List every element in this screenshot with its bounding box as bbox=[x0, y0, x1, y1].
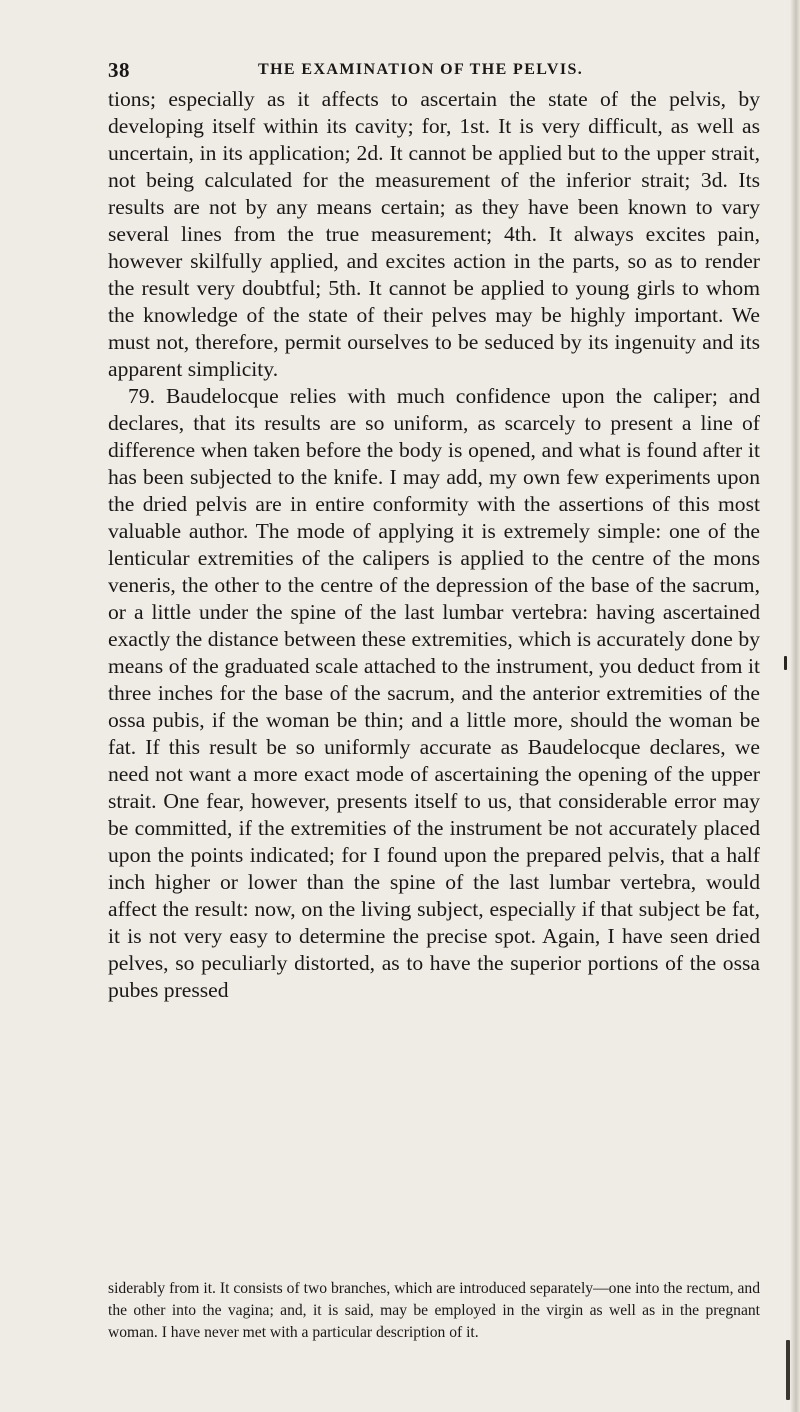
page-header bbox=[108, 58, 758, 82]
page-number: 38 bbox=[108, 58, 130, 82]
footnote-text: siderably from it. It consists of two branches, which are introduced separately—one into the rectum, and the other into the vagina; and, it is said, may be employed in the virgin as well as in the pregnant woman. I have never met with a particular description of it. bbox=[108, 1280, 760, 1341]
running-title: THE EXAMINATION OF THE PELVIS. bbox=[258, 61, 584, 78]
paragraph: tions; especially as it affects to ascertain the state of the pelvis, by developing itself within its cavity; for, 1st. It is very difficult, as well as uncertain, in its application; 2d. It cannot be applied but to the upper strait, not being calculated for the measurement of the inferior strait; 3d. Its results are not by any means certain; as they have been known to vary several lines from the true measurement; 4th. It always excites pain, however skilfully applied, and excites action in the parts, so as to render the result very doubtful; 5th. It cannot be applied to young girls to whom the knowledge of the state of their pelves may be highly important. We must not, therefore, permit ourselves to be seduced by its ingenuity and its apparent simplicity. bbox=[108, 87, 760, 381]
footnote bbox=[108, 1278, 760, 1344]
ink-mark bbox=[786, 1340, 790, 1400]
paragraph: 79. Baudelocque relies with much confidence upon the caliper; and declares, that its results are so uniform, as scarcely to present a line of difference when taken before the body is opened, and what is found after it has been subjected to the knife. I may add, my own few experiments upon the dried pelvis are in entire conformity with the assertions of this most valuable author. The mode of applying it is extremely simple: one of the lenticular extremities of the calipers is applied to the centre of the mons veneris, the other to the centre of the depression of the base of the sacrum, or a little under the spine of the last lumbar vertebra: having ascertained exactly the distance between these extremities, which is accurately done by means of the graduated scale attached to the instrument, you deduct from it three inches for the base of the sacrum, and the anterior extremities of the ossa pubis, if the woman be thin; and a little more, should the woman be fat. If this result be so uniformly accurate as Baudelocque declares, we need not want a more exact mode of ascertaining the opening of the upper strait. One fear, however, presents itself to us, that considerable error may be committed, if the extremities of the instrument be not accurately placed upon the points indicated; for I found upon the prepared pelvis, that a half inch higher or lower than the spine of the last lumbar vertebra, would affect the result: now, on the living subject, especially if that subject be fat, it is not very easy to determine the precise spot. Again, I have seen dried pelves, so peculiarly distorted, as to have the superior portions of the ossa pubes pressed bbox=[108, 384, 760, 1002]
page-edge-shadow bbox=[790, 0, 800, 1412]
main-text bbox=[108, 86, 760, 1004]
ink-mark bbox=[784, 656, 787, 670]
